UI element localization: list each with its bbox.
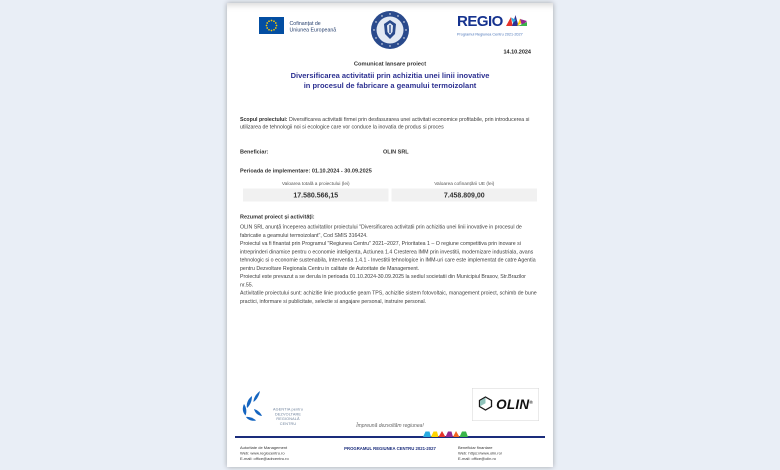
regio-subtitle: Programul Regiunea Centru 2021-2027 (457, 32, 523, 37)
contact-authority-email: E-mail: office@adrcentru.ro (240, 456, 289, 461)
contact-beneficiary-name: Beneficiar finantare (458, 445, 493, 450)
beneficiar-value: OLIN SRL (383, 149, 409, 155)
rezumat-paragraph: Proiectul este prevazut a se derula in perioada 01.10.2024-30.09.2025 la sediul societatii din Municipiul Brasov, Str.Brazilor nr.55. (240, 273, 526, 288)
eu-logo (259, 17, 336, 37)
value-total-amount: 17.580.566,15 (243, 189, 389, 202)
eu-caption-line2: Uniunea Europeană (289, 26, 337, 33)
regio-wordmark: REGIO (457, 13, 503, 30)
values-table (243, 181, 537, 202)
perioada-row (240, 168, 372, 174)
adr-text-line: CENTRU (279, 421, 297, 426)
romania-government-seal-icon (370, 10, 410, 53)
adr-text-line: AGENTIA pentru (273, 407, 304, 412)
scop-text: Diversificarea activitatii firmei prin desfasurarea unei activitati economice profitabile, prin introducerea si utilizarea de tehnologii noi si ecologice care vor conduce la inovatia de produs si proces (240, 116, 530, 130)
beneficiar-row (240, 149, 540, 155)
adr-text-line: REGIONALĂ (276, 416, 300, 421)
olin-logo (472, 388, 539, 421)
regio-logo (457, 14, 542, 37)
contact-beneficiary-web: Web: https://www.olin.ro/ (458, 451, 502, 456)
document-kicker: Comunicat lansare proiect (353, 61, 427, 67)
olin-wordmark (496, 397, 533, 413)
contact-program: PROGRAMUL REGIUNEA CENTRU 2021-2027 (344, 446, 436, 451)
rezumat-body (240, 223, 540, 306)
rezumat-label: Rezumat proiect și activități: (240, 214, 315, 220)
scop-paragraph (240, 116, 540, 131)
eu-caption-line1: Cofinanțat de (289, 20, 321, 27)
eu-logo-caption (290, 20, 337, 33)
olin-wordmark-text: OLIN (496, 396, 530, 412)
perioada-value: 01.10.2024 - 30.09.2025 (311, 168, 372, 174)
contact-authority-web: Web: www.regiocentru.ro (240, 451, 285, 456)
rezumat-paragraph: Proiectul va fi finantat prin Programul "Regiunea Centru" 2021–2027, Prioritatea 1 – O regiune competitiva prin inovare si intreprinderi dinamice pentru o economie inteligenta, Actiunea 1.4 Cresterea IMM prin investitii, modernizare industriala, avans tehnologic si o economie sustenabila, Interventia 1.4.1 - Investitii tehnologice in IMM-uri care este implementat de catre Agentia pentru Dezvoltare Regionala Centru in calitate de Autoritate de Management. (240, 240, 536, 272)
footer-sails-icon (423, 430, 469, 441)
value-total-cell (243, 181, 389, 202)
contact-authority-name: Autoritate de Management (240, 445, 288, 450)
value-total-header: Valoarea totală a proiectului (lei) (281, 181, 350, 187)
scop-label: Scopul proiectului: (240, 116, 288, 123)
adr-text-line: DEZVOLTARE (275, 411, 301, 417)
title-line-1: Diversificarea activitatii prin achizitia unei linii inovative (290, 71, 490, 80)
eu-flag-icon (259, 17, 284, 37)
contact-beneficiary-email: E-mail: office@olin.ro (458, 456, 496, 461)
document-page (227, 3, 553, 467)
value-eu-header: Valoarea cofinanțării UE (lei) (434, 181, 495, 187)
regional-slogan: Împreună dezvoltăm regiunea! (356, 423, 424, 429)
value-eu-cell (392, 181, 538, 202)
olin-cube-icon (478, 396, 493, 414)
document-title (227, 71, 553, 91)
regio-sails-icon (505, 14, 528, 32)
value-eu-amount: 7.458.809,00 (392, 189, 538, 202)
beneficiar-label: Beneficiar: (240, 149, 269, 155)
document-date: 14.10.2024 (503, 49, 531, 55)
footer-divider-line (235, 436, 545, 438)
perioada-label: Perioada de implementare: (240, 168, 311, 174)
rezumat-paragraph: OLIN SRL anunță începerea activitatilor proiectului "Diversificarea activitatii prin achizitia unei linii inovative in procesul de fabricatie a geamului termoizolant", Cod SMIS 316424. (240, 224, 522, 239)
rezumat-paragraph: Activitatile proiectului sunt: achizitie linie productie geam TPS, achizitie sistem fotovoltaic, management proiect, schimb de bune practici, informare si publicitate, selectie si angajare personal, instruire personal. (240, 290, 537, 305)
contact-beneficiary (458, 445, 502, 462)
title-line-2: in procesul de fabricare a geamului termoizolant (303, 81, 477, 90)
registered-mark: ® (529, 399, 533, 405)
